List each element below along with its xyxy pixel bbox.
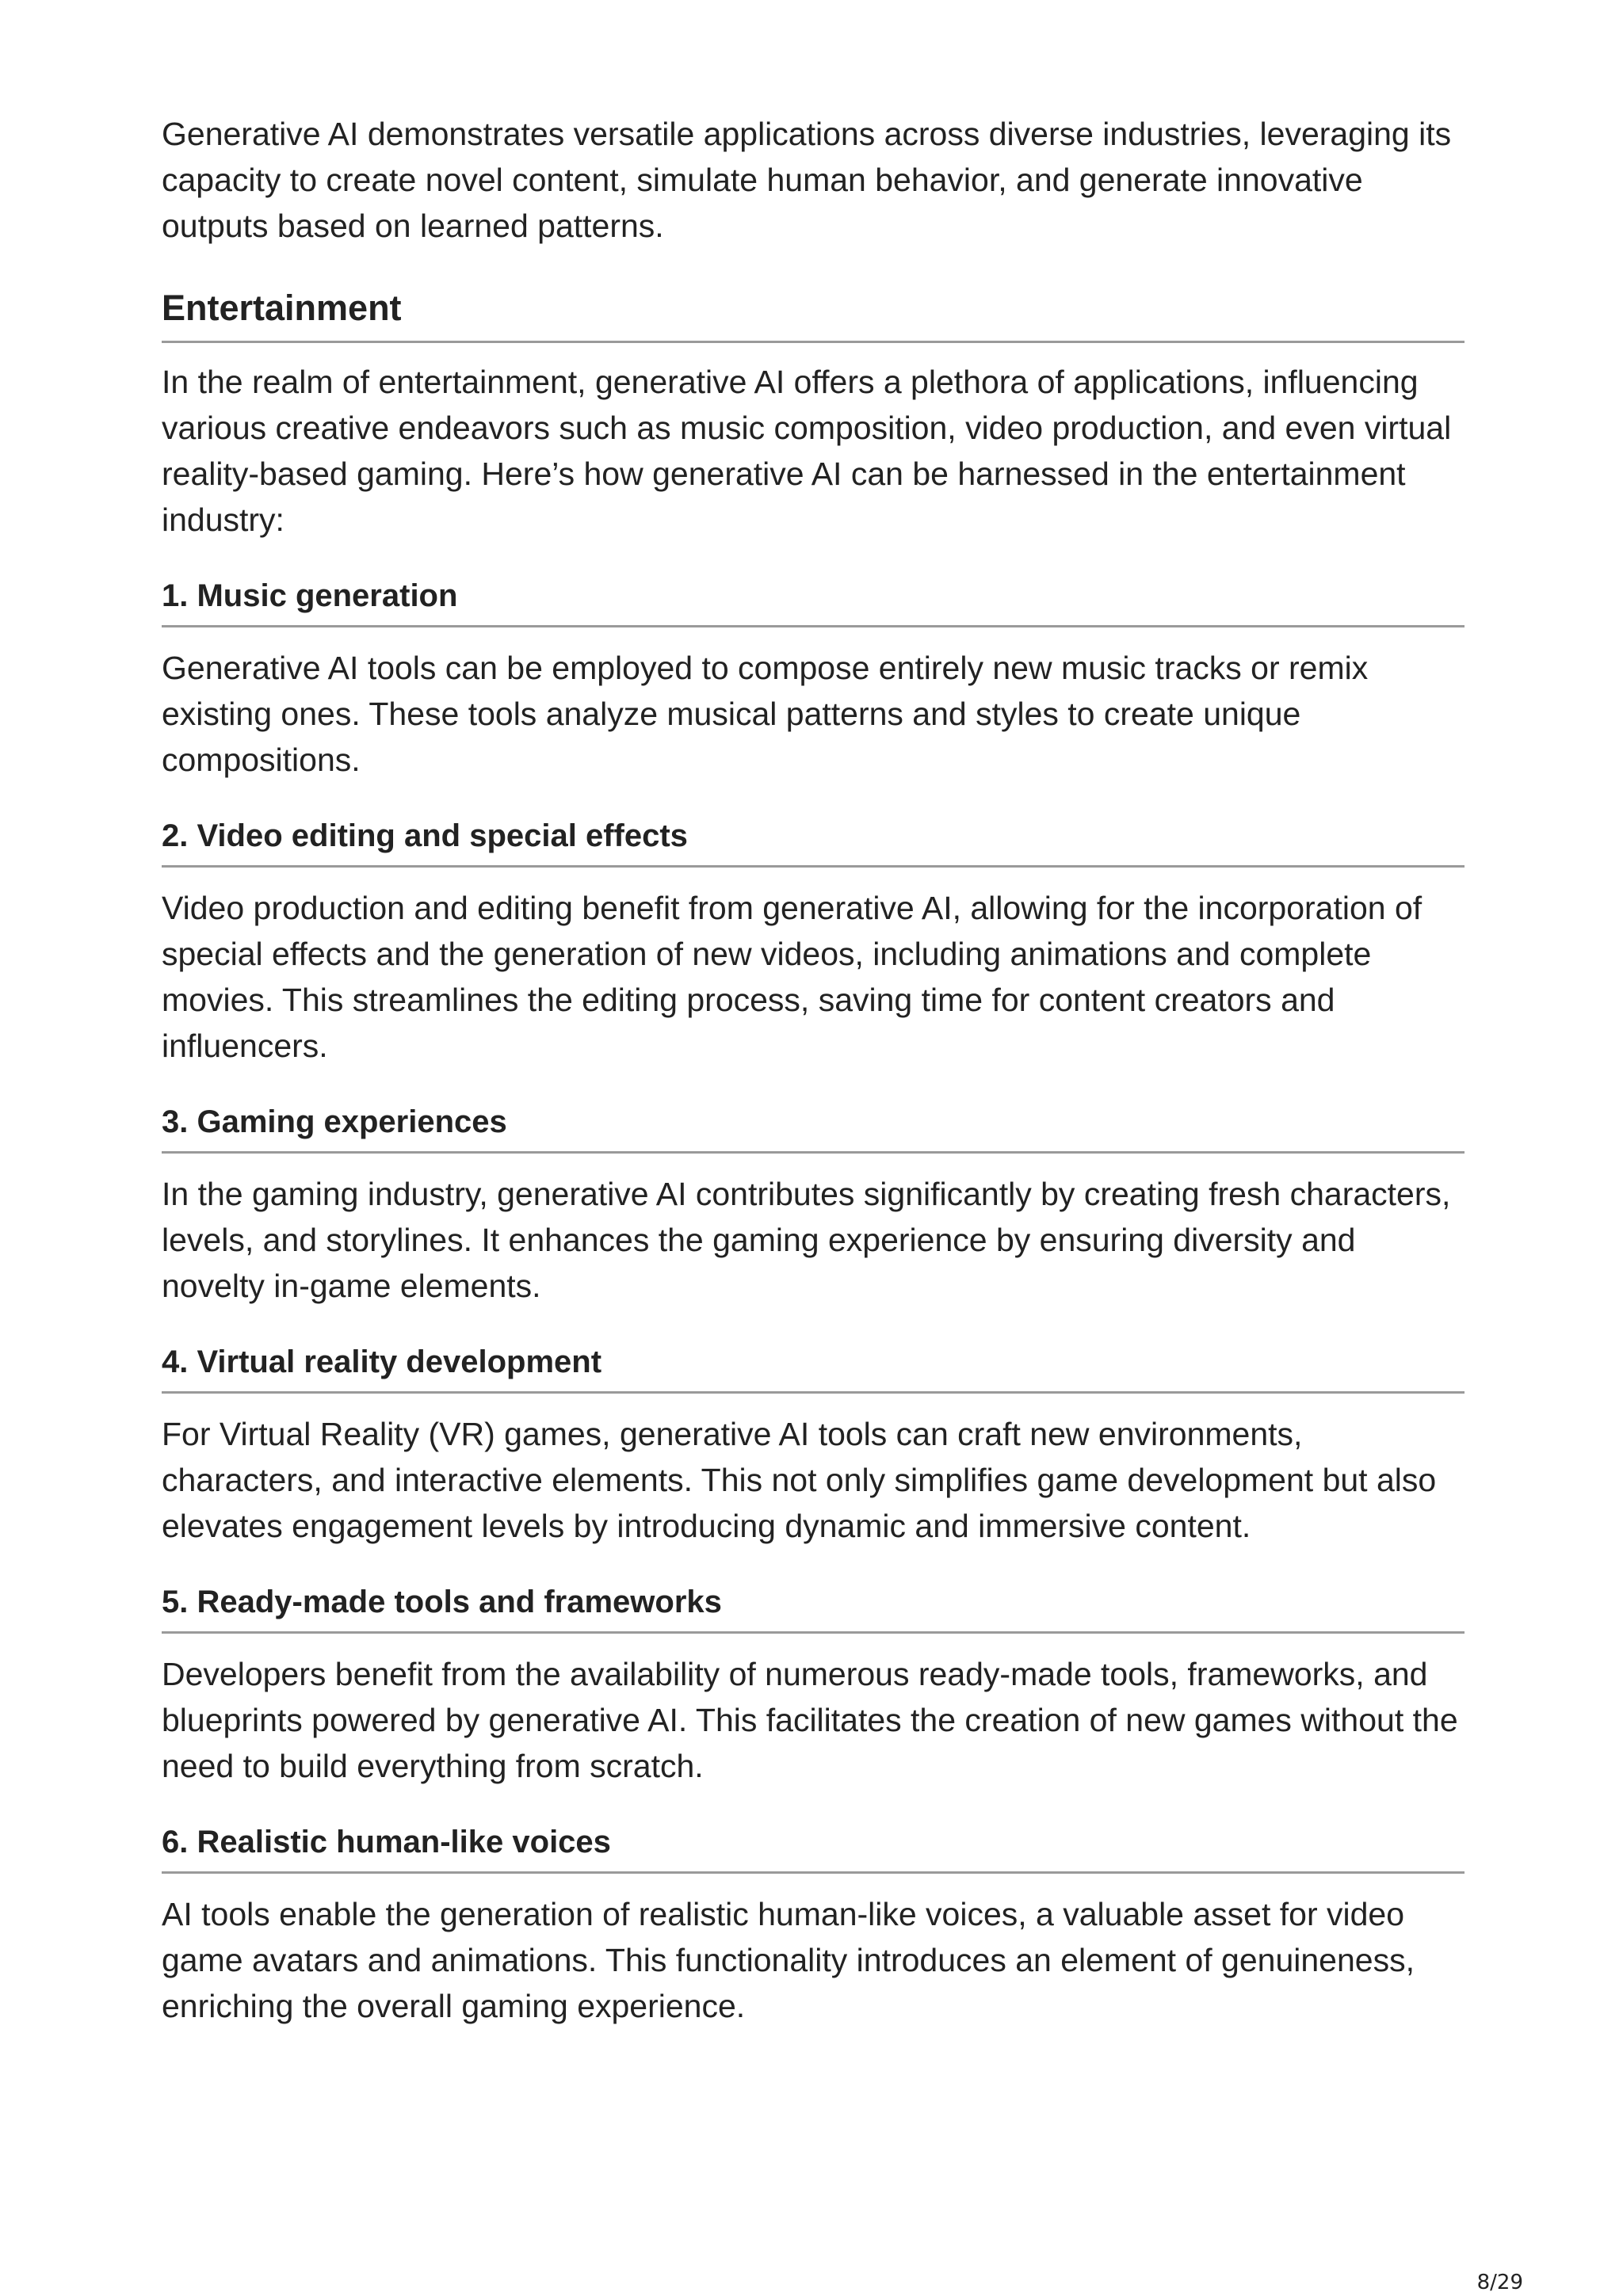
subsection-paragraph: Developers benefit from the availability of numerous ready-made tools, frameworks, and blueprints powered by generative AI. This facilitates the creation of new games without the need to build everything from scratch. bbox=[162, 1656, 1458, 1784]
subsection-virtual-reality bbox=[162, 1342, 1465, 1549]
subsection-paragraph: AI tools enable the generation of realistic human-like voices, a valuable asset for video game avatars and animations. This functionality introduces an element of genuineness, enriching the overall gaming experience. bbox=[162, 1896, 1415, 2024]
subsection-heading: 6. Realistic human-like voices bbox=[162, 1822, 1465, 1874]
intro-paragraph: Generative AI demonstrates versatile applications across diverse industries, leveraging its capacity to create novel content, simulate human behavior, and generate innovative outputs based on learned patterns. bbox=[162, 116, 1452, 244]
page-number: 8/29 bbox=[1476, 2271, 1523, 2294]
subsection-paragraph: Generative AI tools can be employed to compose entirely new music tracks or remix existing ones. These tools analyze musical patterns and styles to create unique compositions. bbox=[162, 650, 1369, 778]
subsection-heading: 4. Virtual reality development bbox=[162, 1342, 1465, 1394]
subsection-paragraph: Video production and editing benefit from generative AI, allowing for the incorporation of special effects and the generation of new videos, including animations and complete movies. This streamlines the editing process, saving time for content creators and influencers. bbox=[162, 890, 1423, 1064]
subsection-heading: 2. Video editing and special effects bbox=[162, 816, 1465, 868]
subsection-heading: 3. Gaming experiences bbox=[162, 1102, 1465, 1154]
subsection-heading: 5. Ready-made tools and frameworks bbox=[162, 1582, 1465, 1634]
section-intro-paragraph: In the realm of entertainment, generative AI offers a plethora of applications, influencing various creative endeavors such as music composition, video production, and even virtual reality-based gaming. Here’s how generative AI can be harnessed in the entertainment industry: bbox=[162, 364, 1452, 538]
document-page bbox=[162, 111, 1465, 2029]
subsection-heading: 1. Music generation bbox=[162, 576, 1465, 627]
subsection-ready-made-tools bbox=[162, 1582, 1465, 1789]
subsection-video-editing bbox=[162, 816, 1465, 1069]
subsection-gaming-experiences bbox=[162, 1102, 1465, 1309]
subsection-music-generation bbox=[162, 576, 1465, 783]
subsection-paragraph: In the gaming industry, generative AI contributes significantly by creating fresh characters, levels, and storylines. It enhances the gaming experience by ensuring diversity and novelty in-game elements. bbox=[162, 1176, 1451, 1304]
subsection-human-like-voices bbox=[162, 1822, 1465, 2029]
subsection-paragraph: For Virtual Reality (VR) games, generative AI tools can craft new environments, characters, and interactive elements. This not only simplifies game development but also elevates engagement levels by introducing dynamic and immersive content. bbox=[162, 1416, 1437, 1544]
section-heading-entertainment: Entertainment bbox=[162, 285, 1465, 343]
